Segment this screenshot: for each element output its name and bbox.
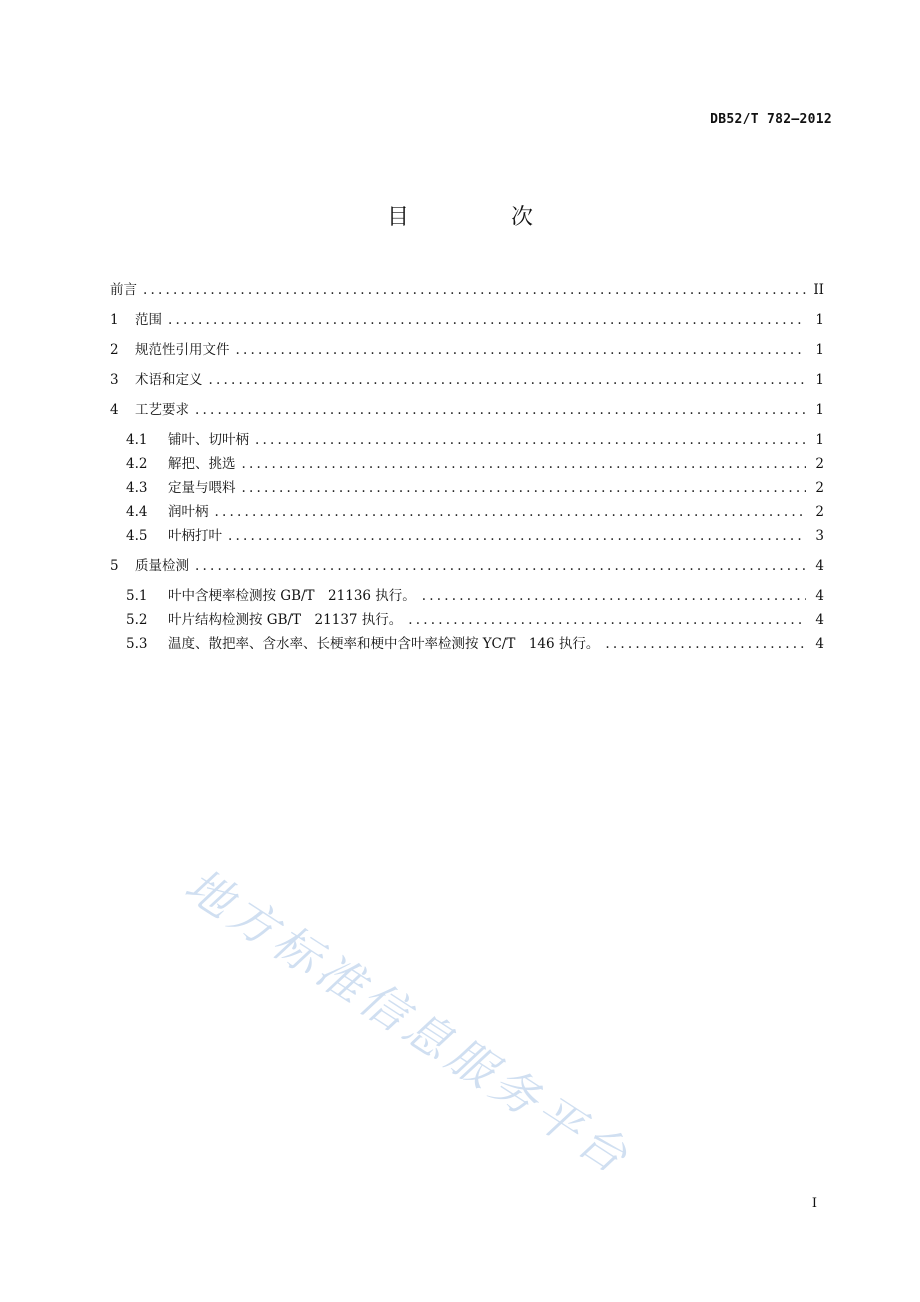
toc-number: 5 — [110, 558, 119, 574]
standard-code: DB52/T 782—2012 — [710, 112, 832, 127]
toc-number: 4.1 — [126, 432, 148, 448]
toc-page-number: 1 — [815, 342, 824, 358]
toc-label: 温度、散把率、含水率、长梗率和梗中含叶率检测按 YC/T 146 执行。 — [168, 636, 600, 652]
toc-number: 4.5 — [126, 528, 148, 544]
toc-label: 叶柄打叶 — [168, 528, 222, 544]
toc-label: 术语和定义 — [135, 372, 203, 388]
toc-leader-dots — [255, 432, 806, 448]
toc-label: 规范性引用文件 — [135, 342, 230, 358]
toc-leader-dots — [422, 588, 806, 604]
toc-number: 3 — [110, 372, 119, 388]
toc-entry-5-2[interactable] — [110, 608, 824, 632]
toc-number: 4.3 — [126, 480, 148, 496]
toc-page-number: 4 — [815, 612, 824, 628]
toc-leader-dots — [236, 342, 807, 358]
toc-leader-dots — [242, 480, 807, 496]
toc-entry-2[interactable] — [110, 338, 824, 362]
toc-page-number: 1 — [815, 432, 824, 448]
toc-label: 质量检测 — [135, 558, 189, 574]
toc-page-number: 2 — [815, 456, 824, 472]
toc-page-number: 4 — [815, 588, 824, 604]
toc-entry-5-3[interactable] — [110, 632, 824, 656]
page-number: I — [811, 1196, 817, 1211]
toc-leader-dots — [195, 558, 806, 574]
toc-number: 1 — [110, 312, 119, 328]
toc-leader-dots — [168, 312, 806, 328]
toc-number: 4.2 — [126, 456, 148, 472]
toc-entry-3[interactable] — [110, 368, 824, 392]
watermark: 地方标准信息服务平台 — [175, 857, 642, 1187]
table-of-contents — [110, 278, 824, 656]
toc-entry-foreword[interactable] — [110, 278, 824, 302]
toc-number: 4.4 — [126, 504, 148, 520]
toc-leader-dots — [195, 402, 806, 418]
toc-label: 润叶柄 — [168, 504, 209, 520]
toc-entry-4-1[interactable] — [110, 428, 824, 452]
toc-page-number: 1 — [815, 372, 824, 388]
toc-page-number: 2 — [815, 504, 824, 520]
toc-label: 叶中含梗率检测按 GB/T 21136 执行。 — [168, 588, 416, 604]
toc-number: 2 — [110, 342, 119, 358]
toc-page-number: 3 — [815, 528, 824, 544]
toc-entry-1[interactable] — [110, 308, 824, 332]
toc-label: 定量与喂料 — [168, 480, 236, 496]
page-title: 目 次 — [386, 205, 573, 230]
toc-entry-4[interactable] — [110, 398, 824, 422]
toc-page-number: 1 — [815, 402, 824, 418]
toc-entry-5-1[interactable] — [110, 584, 824, 608]
toc-entry-5[interactable] — [110, 554, 824, 578]
toc-number: 5.2 — [126, 612, 148, 628]
toc-label: 铺叶、切叶柄 — [168, 432, 249, 448]
toc-label: 解把、挑选 — [168, 456, 236, 472]
toc-number: 5.1 — [126, 588, 148, 604]
toc-entry-4-4[interactable] — [110, 500, 824, 524]
toc-page-number: II — [813, 282, 824, 298]
toc-label: 前言 — [110, 282, 137, 298]
toc-leader-dots — [605, 636, 806, 652]
toc-label: 范围 — [135, 312, 162, 328]
toc-leader-dots — [228, 528, 806, 544]
toc-entry-4-3[interactable] — [110, 476, 824, 500]
toc-entry-4-2[interactable] — [110, 452, 824, 476]
toc-page-number: 4 — [815, 558, 824, 574]
toc-page-number: 2 — [815, 480, 824, 496]
toc-leader-dots — [215, 504, 807, 520]
toc-leader-dots — [408, 612, 806, 628]
toc-leader-dots — [209, 372, 807, 388]
toc-label: 工艺要求 — [135, 402, 189, 418]
toc-leader-dots — [242, 456, 807, 472]
toc-label: 叶片结构检测按 GB/T 21137 执行。 — [168, 612, 403, 628]
toc-page-number: 4 — [815, 636, 824, 652]
toc-entry-4-5[interactable] — [110, 524, 824, 548]
toc-page-number: 1 — [815, 312, 824, 328]
toc-leader-dots — [143, 282, 806, 298]
toc-number: 5.3 — [126, 636, 148, 652]
toc-number: 4 — [110, 402, 119, 418]
